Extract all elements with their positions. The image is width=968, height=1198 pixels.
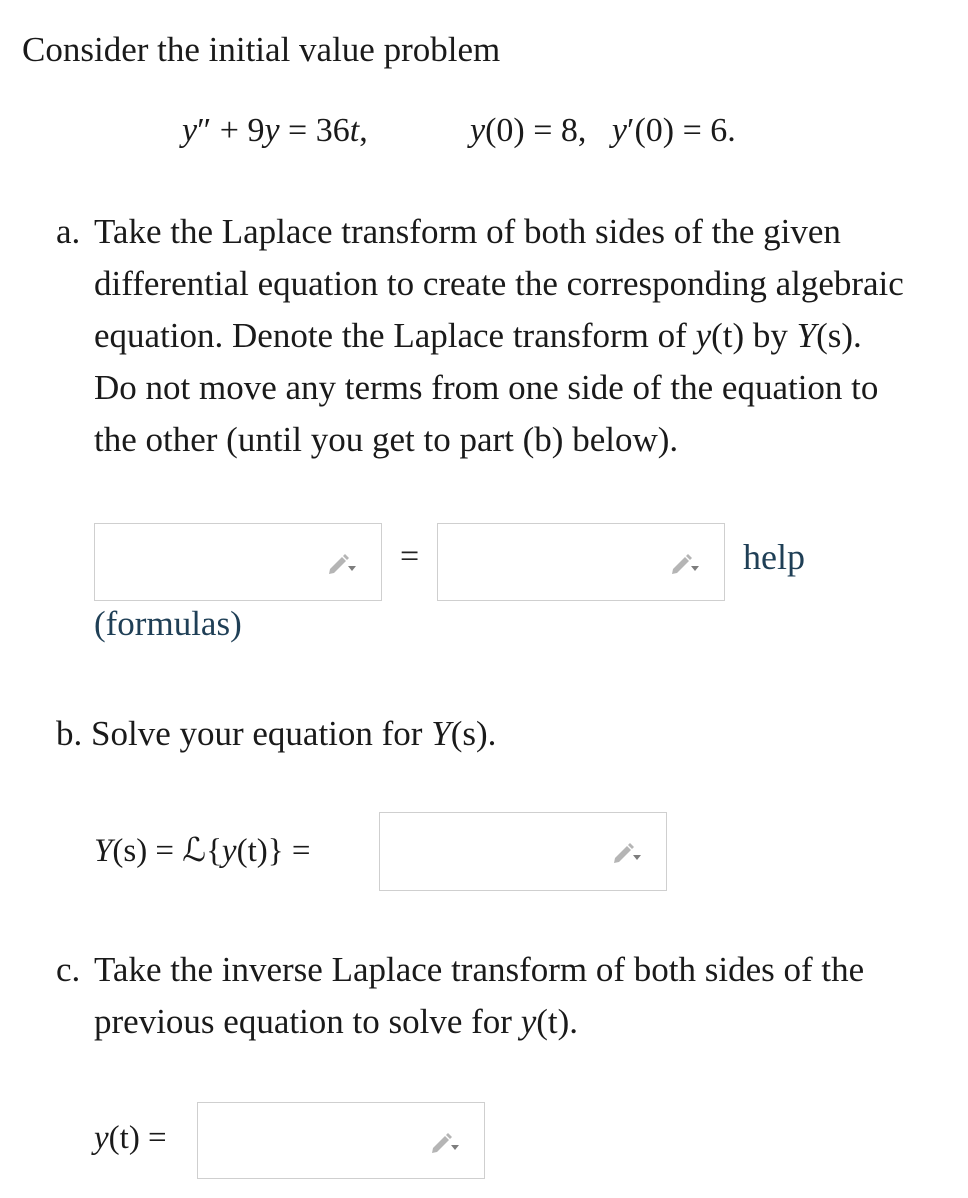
formulas-link[interactable]: (formulas) xyxy=(94,604,242,643)
ivp-initial-conditions: y(0) = 8, y′(0) = 6. xyxy=(470,112,736,149)
pencil-dropdown-icon[interactable] xyxy=(430,1131,460,1153)
part-b-lhs-expression: Y(s) = ℒ{y(t)} = xyxy=(94,833,311,869)
ivp-equation: y″ + 9y = 36t, xyxy=(182,112,368,149)
part-a-equals-sign: = xyxy=(400,538,420,575)
part-c-lhs-expression: y(t) = xyxy=(94,1120,167,1156)
part-a-label: a. xyxy=(56,212,81,251)
intro-text: Consider the initial value problem xyxy=(22,30,501,69)
part-a-lhs-answer-input[interactable] xyxy=(94,523,382,601)
pencil-dropdown-icon[interactable] xyxy=(612,841,642,863)
help-link[interactable]: help xyxy=(743,537,805,577)
part-c-answer-input[interactable] xyxy=(197,1102,485,1179)
part-c-text: Take the inverse Laplace transform of both sides of the previous equation to solve for y(t). xyxy=(94,950,865,1041)
part-b-answer-input[interactable] xyxy=(379,812,667,891)
part-b-text: b. Solve your equation for Y(s). xyxy=(56,714,497,753)
pencil-dropdown-icon[interactable] xyxy=(670,552,700,574)
part-a-text: Take the Laplace transform of both sides of the given differential equation to create the corresponding algebraic equation. Denote the Laplace transform of y(t) by Y(s). Do not move any terms from one side of the equation to the other (until you get to part (b) below). xyxy=(94,212,904,459)
pencil-dropdown-icon[interactable] xyxy=(327,552,357,574)
part-c-label: c. xyxy=(56,950,81,989)
part-a-rhs-answer-input[interactable] xyxy=(437,523,725,601)
